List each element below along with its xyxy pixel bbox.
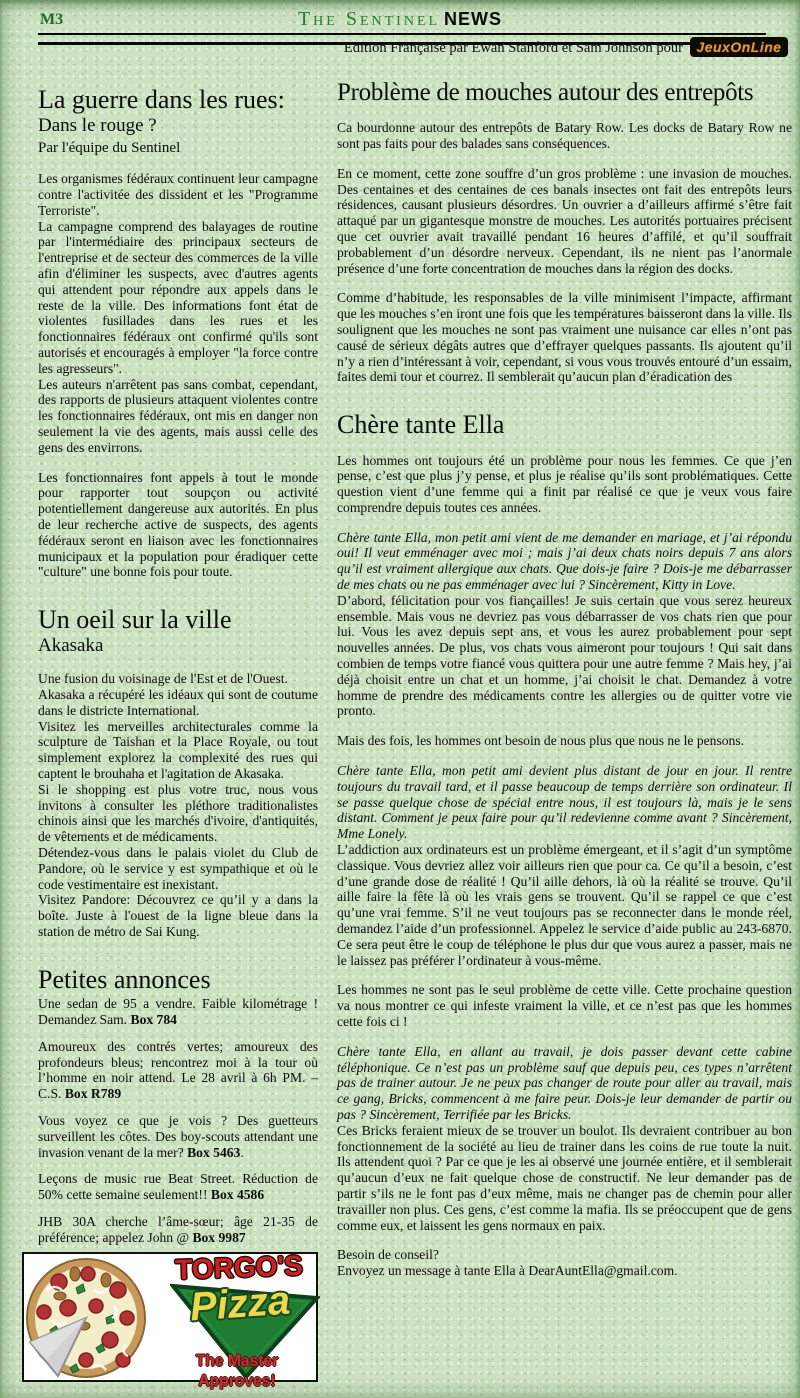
- paragraph: Les auteurs n'arrêtent pas sans combat, cependant, des rapports de plusieurs attaquent violentes contre les fonctionnaires fédéraux, ont mis en danger non seulement la vie des agents, mais aussi celle des gens des envirrons.: [38, 376, 318, 455]
- ad-text: Amoureux des contrés vertes; amoureux des profondeurs bleus; rencontrez moi à la tour où l’homme en noir attend. Le 28 avril à 6h PM. –C.S.: [38, 1038, 318, 1102]
- paragraph: Les fonctionnaires font appels à tout le monde pour rapporter tout soupçon ou activité potentiellement dangereuse aux autorités. En plus de leur recherche active de suspects, des agents fédéraux seront en liaison avec les fonctionnaires municipaux et la population pour éradiquer cette "culture" une bonne fois pour toute.: [38, 469, 318, 580]
- paragraph: Les hommes ne sont pas le seul problème de cette ville. Cette prochaine question va nous montrer ce qui infeste vraiment la ville, et ce n’est pas que les hommes cette fois ci !: [337, 982, 792, 1029]
- paragraph: Besoin de conseil?: [337, 1247, 439, 1263]
- box-number: Box 5463: [187, 1144, 241, 1160]
- article-flies: [337, 80, 792, 385]
- ad-text: JHB 30A cherche l’âme-sœur; âge 21-35 de préférence; appelez John @: [38, 1213, 318, 1245]
- article-street-war: [38, 86, 318, 580]
- paragraph: Une fusion du voisinage de l'Est et de l'Ouest.: [38, 671, 288, 687]
- article-city-eye: [38, 606, 318, 940]
- paragraph: Comme d’habitude, les responsables de la ville minimisent l’impacte, affirmant que les mouches s’en iront une fois que les températures baisseront dans la ville. Ils soulignent que les mouches ne sont pas vraiment une nuisance car elles n’ont pas causé de sérieux dégâts autres que d’effrayer quelques passants. Ils ajoutent qu’il n’y a rien d’intéressant à voir, cependant, si vous vous trouvés entouré d’un essaim, faites demi tour et courrez. Il semblerait qu’aucun plan d’éradication des: [337, 290, 792, 385]
- paragraph: D’abord, félicitation pour vos fiançailles! Je suis certain que vous serez heureux ensemble. Mais vous ne devriez pas vous débarrasser de vos chats rien que pour lui. Vous les avez depuis sept ans, et vous les aurez probablement pour sept nouvelles années. De plus, vos chats vous aimeront pour toujours ! Qui sait dans combien de temps votre fiancé vous quittera pour une autre femme ? Mais hey, j’ai déjà choisit entre un chat et un homme, j’ai choisit le chat. Demandez à votre homme de prendre des médicaments contre les allergies ou de quitter votre vie pronto.: [337, 592, 792, 719]
- article-aunt-ella: [337, 411, 792, 1279]
- article-subtitle: Akasaka: [38, 635, 104, 657]
- page-number: M3: [40, 11, 64, 28]
- classified-ad: [38, 1113, 318, 1160]
- classifieds-section: [38, 966, 318, 1246]
- article-title: Problème de mouches autour des entrepôts: [337, 79, 754, 106]
- article-title: Chère tante Ella: [337, 410, 505, 440]
- paragraph: La campagne comprend des balayages de routine par l'intermédiaire des principaux secteurs de l'entreprise et de secteur des commerces de la ville afin d'éliminer les suspects, avec d'autres agents qui attendent pour répondre aux appels dans le reste de la ville. Des informations font état de violentes fusillades dans les rues et les fonctionnaires fédéraux ont confirmé qu'ils sont autorisés et encouragés à employer "la force contre les agresseurs".: [38, 218, 318, 376]
- box-number: Box 9987: [192, 1229, 246, 1245]
- email-address[interactable]: DearAuntElla@gmail.com: [528, 1263, 675, 1279]
- masthead: [0, 8, 800, 31]
- paragraph: L’addiction aux ordinateurs est un problème émergeant, et il s’agit d’un symptôme classique. Vous devriez allez voir ailleurs rien que pour ca. Ce qu’il a besoin, c’est d’une grande dose de réalité ! Qu’il aille dehors, là où la réalité se trouve. Qu’il aille faire la fête là où les vrais gens se trouvent. Qu’il se rappel ce que c’est qu’une vrai femme. S’il ne veut toujours pas se reconnecter dans le monde réel, demandez l’aide d’un professionnel. Appelez le service d’aide public au 243-6870. Ce sera peut être le coup de téléphone le plus dur que vous aurez a passer, mais ne le laissez pas préférer l’ordinateur à vous-même.: [337, 842, 792, 968]
- paragraph: Si le shopping est plus votre truc, nous vous invitons à consulter les pléthore traditionalistes chinois ainsi que les marchés d'ivoire, d'antiquités, de vêtements et de médicaments.: [38, 781, 318, 845]
- reader-letter: Chère tante Ella, mon petit ami vient de me demander en mariage, et j’ai répondu oui! Il veut emménager avec moi ; mais j’ai deux chats noirs depuis 7 ans alors qu’il est vraiment allergique aux chats. Que dois-je faire ? Dois-je me débarrasser de mes chats ou ne pas emménager avec lui ? Sincèrement, Kitty in Love.: [337, 529, 792, 593]
- box-number: Box R789: [64, 1086, 122, 1102]
- column-right: [337, 80, 792, 1279]
- paragraph: Visitez Pandore: Découvrez ce qu’il y a dans la boîte. Juste à l'ouest de la ligne bleue dans la station de métro de Sai Kung.: [38, 892, 318, 940]
- article-byline: Par l'équipe du Sentinel: [38, 140, 181, 157]
- reader-letter: Chère tante Ella, en allant au travail, je dois passer devant cette cabine téléphonique. Ce n’est pas un problème sauf que depuis peu, ces types n’arrêtent pas de trainer autour. Je ne peux pas changer de route pour aller au travail, mais ce gang, Bricks, commencent à me faire peur. Dois-je leur demander de partir ou pas ? Sincèrement, Terrifiée par les Bricks.: [337, 1043, 792, 1122]
- ad-suffix: .: [240, 1144, 244, 1160]
- contact-prefix: Envoyez un message à tante Ella à: [337, 1263, 529, 1279]
- contact-suffix: .: [674, 1263, 678, 1279]
- classified-ad: [38, 1214, 318, 1246]
- torgos-brand: TORGO'S: [174, 1249, 304, 1286]
- classified-ad: [38, 996, 318, 1028]
- paragraph: Visitez les merveilles architecturales comme la sculpture de Taishan et la Place Royale, ou tout simplement explorez la complexité des rues qui captent le brouhaha et l'agitation de Akasaka.: [38, 718, 318, 782]
- paragraph: Ca bourdonne autour des entrepôts de Batary Row. Les docks de Batary Row ne sont pas faits pour des balades sans conséquences.: [337, 120, 792, 152]
- paragraph: Ces Bricks feraient mieux de se trouver un boulot. Ils devraient contribuer au bon fonctionnement de la société au lieu de trainer dans les coins de rue toute la nuit. Ils attendent quoi ? Par ce que je les ai observé une journée entière, et il semblerait qu’aucun d’eux ne fait quelque chose de constructif. Ne leur demander pas de partir s’ils ne le font pas d’eux même, mais ne changer pas de chemin pour aller travailler non plus. Ces gens, c’est comme la mafia. Ils se préoccupent que de gens comme eux, et laissent les gens normaux en paix.: [337, 1122, 792, 1233]
- article-title: La guerre dans les rues:: [38, 85, 285, 114]
- edition-credit: Edition Française par Ewan Stanford et Sam Johnson pour: [343, 40, 683, 56]
- paragraph: Akasaka a récupéré les idéaux qui sont de coutume dans le districte International.: [38, 687, 318, 718]
- box-number: Box 4586: [210, 1187, 265, 1203]
- classifieds-title: Petites annonces: [38, 964, 211, 994]
- column-left: [38, 86, 318, 1257]
- ad-text: Une sedan de 95 a vendre. Faible kilométrage ! Demandez Sam.: [38, 996, 318, 1027]
- reader-letter: Chère tante Ella, mon petit ami devient plus distant de jour en jour. Il rentre toujours du travail tard, et il passe beaucoup de temps derrière son ordinateur. Il se passe quelque chose de spécial entre nous, il est toujours là, mais je le sens distant. Comment je peux faire pour qu’il redevienne comme avant ? Sincèrement, Mme Lonely.: [337, 763, 792, 842]
- torgos-pizza-ad: [22, 1249, 318, 1390]
- torgos-tagline: The Master Approves!: [195, 1351, 279, 1390]
- ad-text: Leçons de music rue Beat Street. Réduction de 50% cette semaine seulement!!: [38, 1171, 318, 1203]
- article-subtitle: Dans le rouge ?: [38, 115, 157, 137]
- classified-ad: [38, 1039, 318, 1102]
- paragraph: Les organismes fédéraux continuent leur campagne contre l'activitée des dissident et les "Programme Terroriste".: [38, 171, 318, 218]
- paragraph: Détendez-vous dans le palais violet du Club de Pandore, où le service y est sympathique et où le code vestimentaire est inexistant.: [38, 845, 318, 892]
- box-number: Box 784: [130, 1011, 177, 1027]
- ad-text: Vous voyez ce que je vois ? Des guetteurs surveillent les côtes. Des boy-scouts attendant une invasion venant de la mer?: [38, 1112, 318, 1160]
- masthead-title: The Sentinel: [297, 8, 441, 30]
- jeuxonline-logo[interactable]: JeuxOnLine: [690, 37, 788, 57]
- contact-line: [337, 1263, 792, 1279]
- pizza-icon: [26, 1256, 150, 1380]
- torgos-product: Pizza: [188, 1278, 292, 1330]
- paragraph: En ce moment, cette zone souffre d’un gros problème : une invasion de mouches. Des centaines et des centaines de ces banals insectes ont fait des entrepôts leurs résidences, causant plusieurs désordres. Un ouvrier a d’ailleurs affirmé s’être fait attaqué par un gigantesque monstre de mouches. Les autorités portuaires précisent que cet ouvrier avait travaillé pendant 16 heures d’affilé, et qu’il souffrait probablement d’un désordre nerveux. Cependant, ils ne nient pas l’anormale présence d’une forte concentration de mouches dans la région des docks.: [337, 165, 792, 276]
- paragraph: Les hommes ont toujours été un problème pour nous les femmes. Ce que j’en pense, c’est que plus j’y pense, et plus je réalise qu’ils sont problématiques. Cette question vient d’une femme qui a finit par réalisé ce que je veux vous faire comprendre depuis toutes ces années.: [337, 452, 792, 515]
- paragraph: Mais des fois, les hommes ont besoin de nous plus que nous ne le pensons.: [337, 733, 745, 749]
- classified-ad: [38, 1171, 318, 1203]
- masthead-news-label: NEWS: [444, 9, 503, 29]
- article-title: Un oeil sur la ville: [38, 605, 232, 635]
